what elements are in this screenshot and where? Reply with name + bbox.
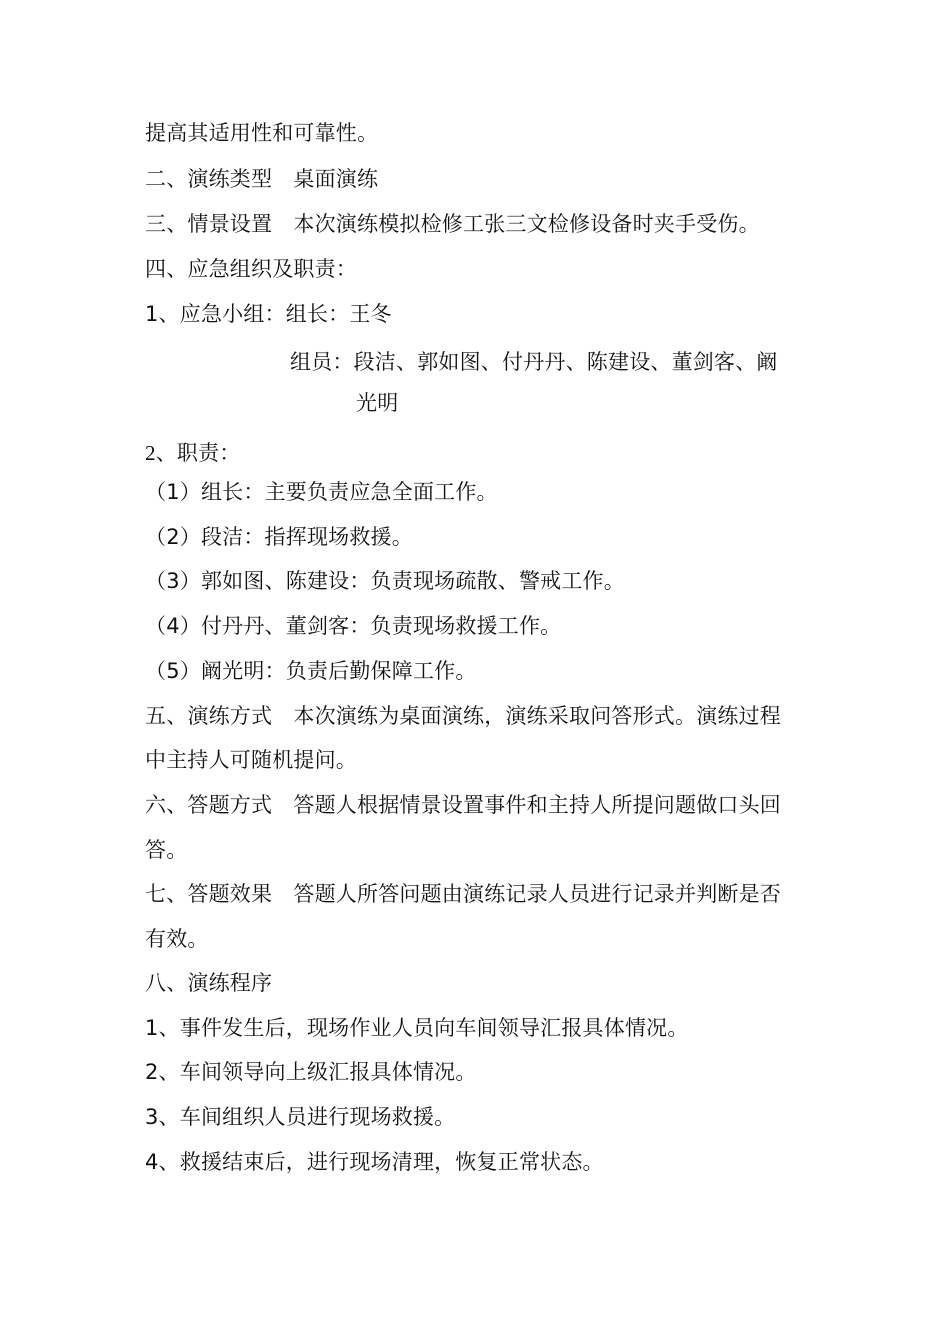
duty-item-2: （2）段洁：指挥现场救援。 bbox=[145, 525, 413, 549]
procedure-step-4: 4、救援结束后，进行现场清理，恢复正常状态。 bbox=[145, 1150, 604, 1174]
duty-item-5: （5）阚光明：负责后勤保障工作。 bbox=[145, 659, 477, 683]
section-answer-method-cont: 答。 bbox=[145, 838, 188, 862]
duty-item-3: （3）郭如图、陈建设：负责现场疏散、警戒工作。 bbox=[145, 569, 625, 593]
section-drill-type: 二、演练类型 桌面演练 bbox=[145, 167, 379, 191]
procedure-step-3: 3、车间组织人员进行现场救援。 bbox=[145, 1105, 456, 1129]
duty-item-4: （4）付丹丹、董剑客：负责现场救援工作。 bbox=[145, 614, 562, 638]
section-answer-effect-cont: 有效。 bbox=[145, 927, 209, 951]
section-answer-method: 六、答题方式 答题人根据情景设置事件和主持人所提问题做口头回 bbox=[145, 793, 781, 817]
section-scenario: 三、情景设置 本次演练模拟检修工张三文检修设备时夹手受伤。 bbox=[145, 212, 760, 236]
emergency-team-members: 组员：段洁、郭如图、付丹丹、陈建设、董剑客、阚 bbox=[290, 350, 778, 374]
emergency-team-members-cont: 光明 bbox=[356, 391, 399, 415]
section-drill-procedure: 八、演练程序 bbox=[145, 971, 273, 995]
emergency-team-leader: 1、应急小组：组长：王冬 bbox=[145, 302, 392, 326]
procedure-step-2: 2、车间领导向上级汇报具体情况。 bbox=[145, 1060, 477, 1084]
section-organization: 四、应急组织及职责： bbox=[145, 257, 357, 281]
responsibilities-heading: 2、职责： bbox=[145, 441, 241, 465]
text-line-applicability: 提高其适用性和可靠性。 bbox=[145, 121, 379, 145]
section-answer-effect: 七、答题效果 答题人所答问题由演练记录人员进行记录并判断是否 bbox=[145, 882, 781, 906]
duty-item-1: （1）组长：主要负责应急全面工作。 bbox=[145, 480, 498, 504]
section-drill-method: 五、演练方式 本次演练为桌面演练，演练采取问答形式。演练过程 bbox=[145, 704, 781, 728]
section-drill-method-cont: 中主持人可随机提问。 bbox=[145, 748, 357, 772]
procedure-step-1: 1、事件发生后，现场作业人员向车间领导汇报具体情况。 bbox=[145, 1016, 689, 1040]
